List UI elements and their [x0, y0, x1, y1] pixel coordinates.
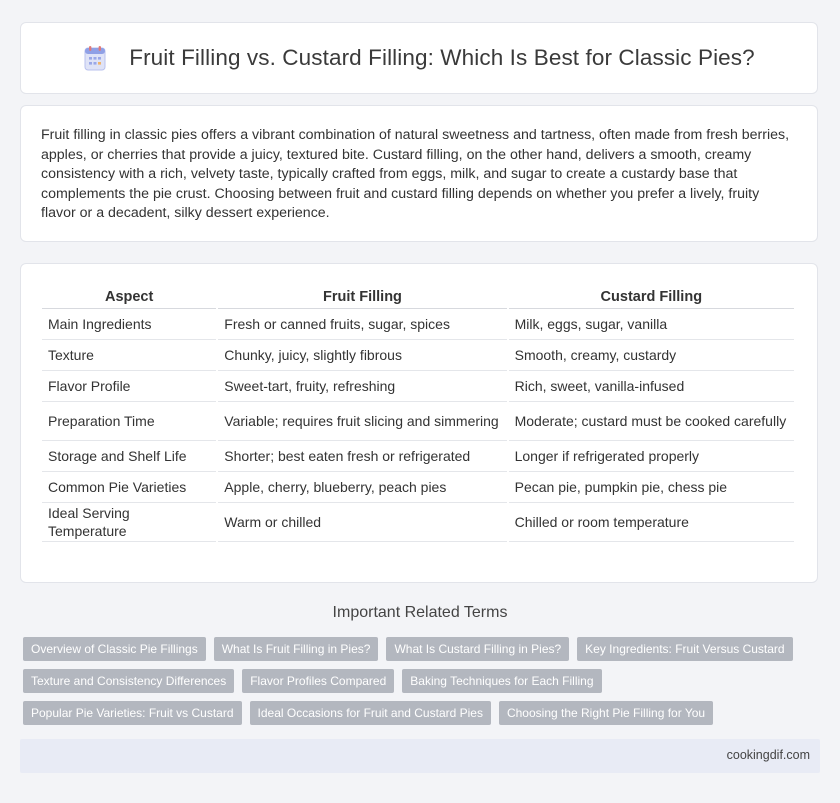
row-custard: Rich, sweet, vanilla-infused: [509, 371, 794, 402]
related-terms-title: Important Related Terms: [332, 604, 508, 621]
related-term-tag[interactable]: Flavor Profiles Compared: [242, 669, 394, 693]
table-row: [42, 441, 794, 472]
related-term-tag[interactable]: What Is Fruit Filling in Pies?: [214, 637, 379, 661]
intro-section: [20, 105, 818, 242]
row-fruit: Chunky, juicy, slightly fibrous: [218, 340, 506, 371]
row-custard: Moderate; custard must be cooked carefully: [509, 402, 794, 441]
footer: [20, 739, 820, 773]
row-fruit: Apple, cherry, blueberry, peach pies: [218, 472, 506, 503]
intro-paragraph: Fruit filling in classic pies offers a vibrant combination of natural sweetness and tartness, often made from fresh berries, apples, or cherries that provide a juicy, textured bite. Custard filling, on the other hand, delivers a smooth, creamy consistency with a rich, velvety taste, typically crafted from eggs, milk, and sugar to create a custardy base that complements the pie crust. Choosing between fruit and custard filling depends on whether you prefer a lively, fruity flavor or a decadent, silky dessert experience.: [41, 127, 790, 221]
footer-site-link[interactable]: cookingdif.com: [726, 748, 810, 762]
comparison-table-card: [20, 263, 818, 583]
table-row: [42, 340, 794, 371]
table-row: [42, 309, 794, 340]
related-term-tag[interactable]: Texture and Consistency Differences: [23, 669, 234, 693]
row-custard: Milk, eggs, sugar, vanilla: [509, 309, 794, 340]
related-term-tag[interactable]: Choosing the Right Pie Filling for You: [499, 701, 713, 725]
row-aspect: Preparation Time: [42, 402, 216, 441]
row-custard: Smooth, creamy, custardy: [509, 340, 794, 371]
table-row: [42, 371, 794, 402]
document-icon: [83, 45, 107, 71]
table-row: [42, 503, 794, 542]
row-aspect: Storage and Shelf Life: [42, 441, 216, 472]
row-aspect: Texture: [42, 340, 216, 371]
row-fruit: Fresh or canned fruits, sugar, spices: [218, 309, 506, 340]
related-term-tag[interactable]: Baking Techniques for Each Filling: [402, 669, 601, 693]
row-fruit: Sweet-tart, fruity, refreshing: [218, 371, 506, 402]
row-custard: Pecan pie, pumpkin pie, chess pie: [509, 472, 794, 503]
row-fruit: Shorter; best eaten fresh or refrigerated: [218, 441, 506, 472]
table-header-row: [42, 284, 794, 309]
related-term-tag[interactable]: Ideal Occasions for Fruit and Custard Pies: [250, 701, 491, 725]
header-aspect: Aspect: [42, 284, 216, 309]
table-row: [42, 472, 794, 503]
related-term-tag[interactable]: Overview of Classic Pie Fillings: [23, 637, 206, 661]
page-title: Fruit Filling vs. Custard Filling: Which Is Best for Classic Pies?: [129, 45, 755, 70]
header-fruit-filling: Fruit Filling: [218, 284, 506, 309]
page-header: [20, 22, 818, 94]
row-custard: Longer if refrigerated properly: [509, 441, 794, 472]
row-aspect: Flavor Profile: [42, 371, 216, 402]
row-custard: Chilled or room temperature: [509, 503, 794, 542]
related-term-tag[interactable]: What Is Custard Filling in Pies?: [386, 637, 569, 661]
row-fruit: Warm or chilled: [218, 503, 506, 542]
related-terms-tags: [23, 637, 823, 733]
header-custard-filling: Custard Filling: [509, 284, 794, 309]
related-term-tag[interactable]: Popular Pie Varieties: Fruit vs Custard: [23, 701, 242, 725]
row-fruit: Variable; requires fruit slicing and simmering: [218, 402, 506, 441]
comparison-table: [40, 284, 796, 542]
row-aspect: Common Pie Varieties: [42, 472, 216, 503]
related-term-tag[interactable]: Key Ingredients: Fruit Versus Custard: [577, 637, 792, 661]
table-row: [42, 402, 794, 441]
row-aspect: Ideal Serving Temperature: [42, 503, 216, 542]
row-aspect: Main Ingredients: [42, 309, 216, 340]
